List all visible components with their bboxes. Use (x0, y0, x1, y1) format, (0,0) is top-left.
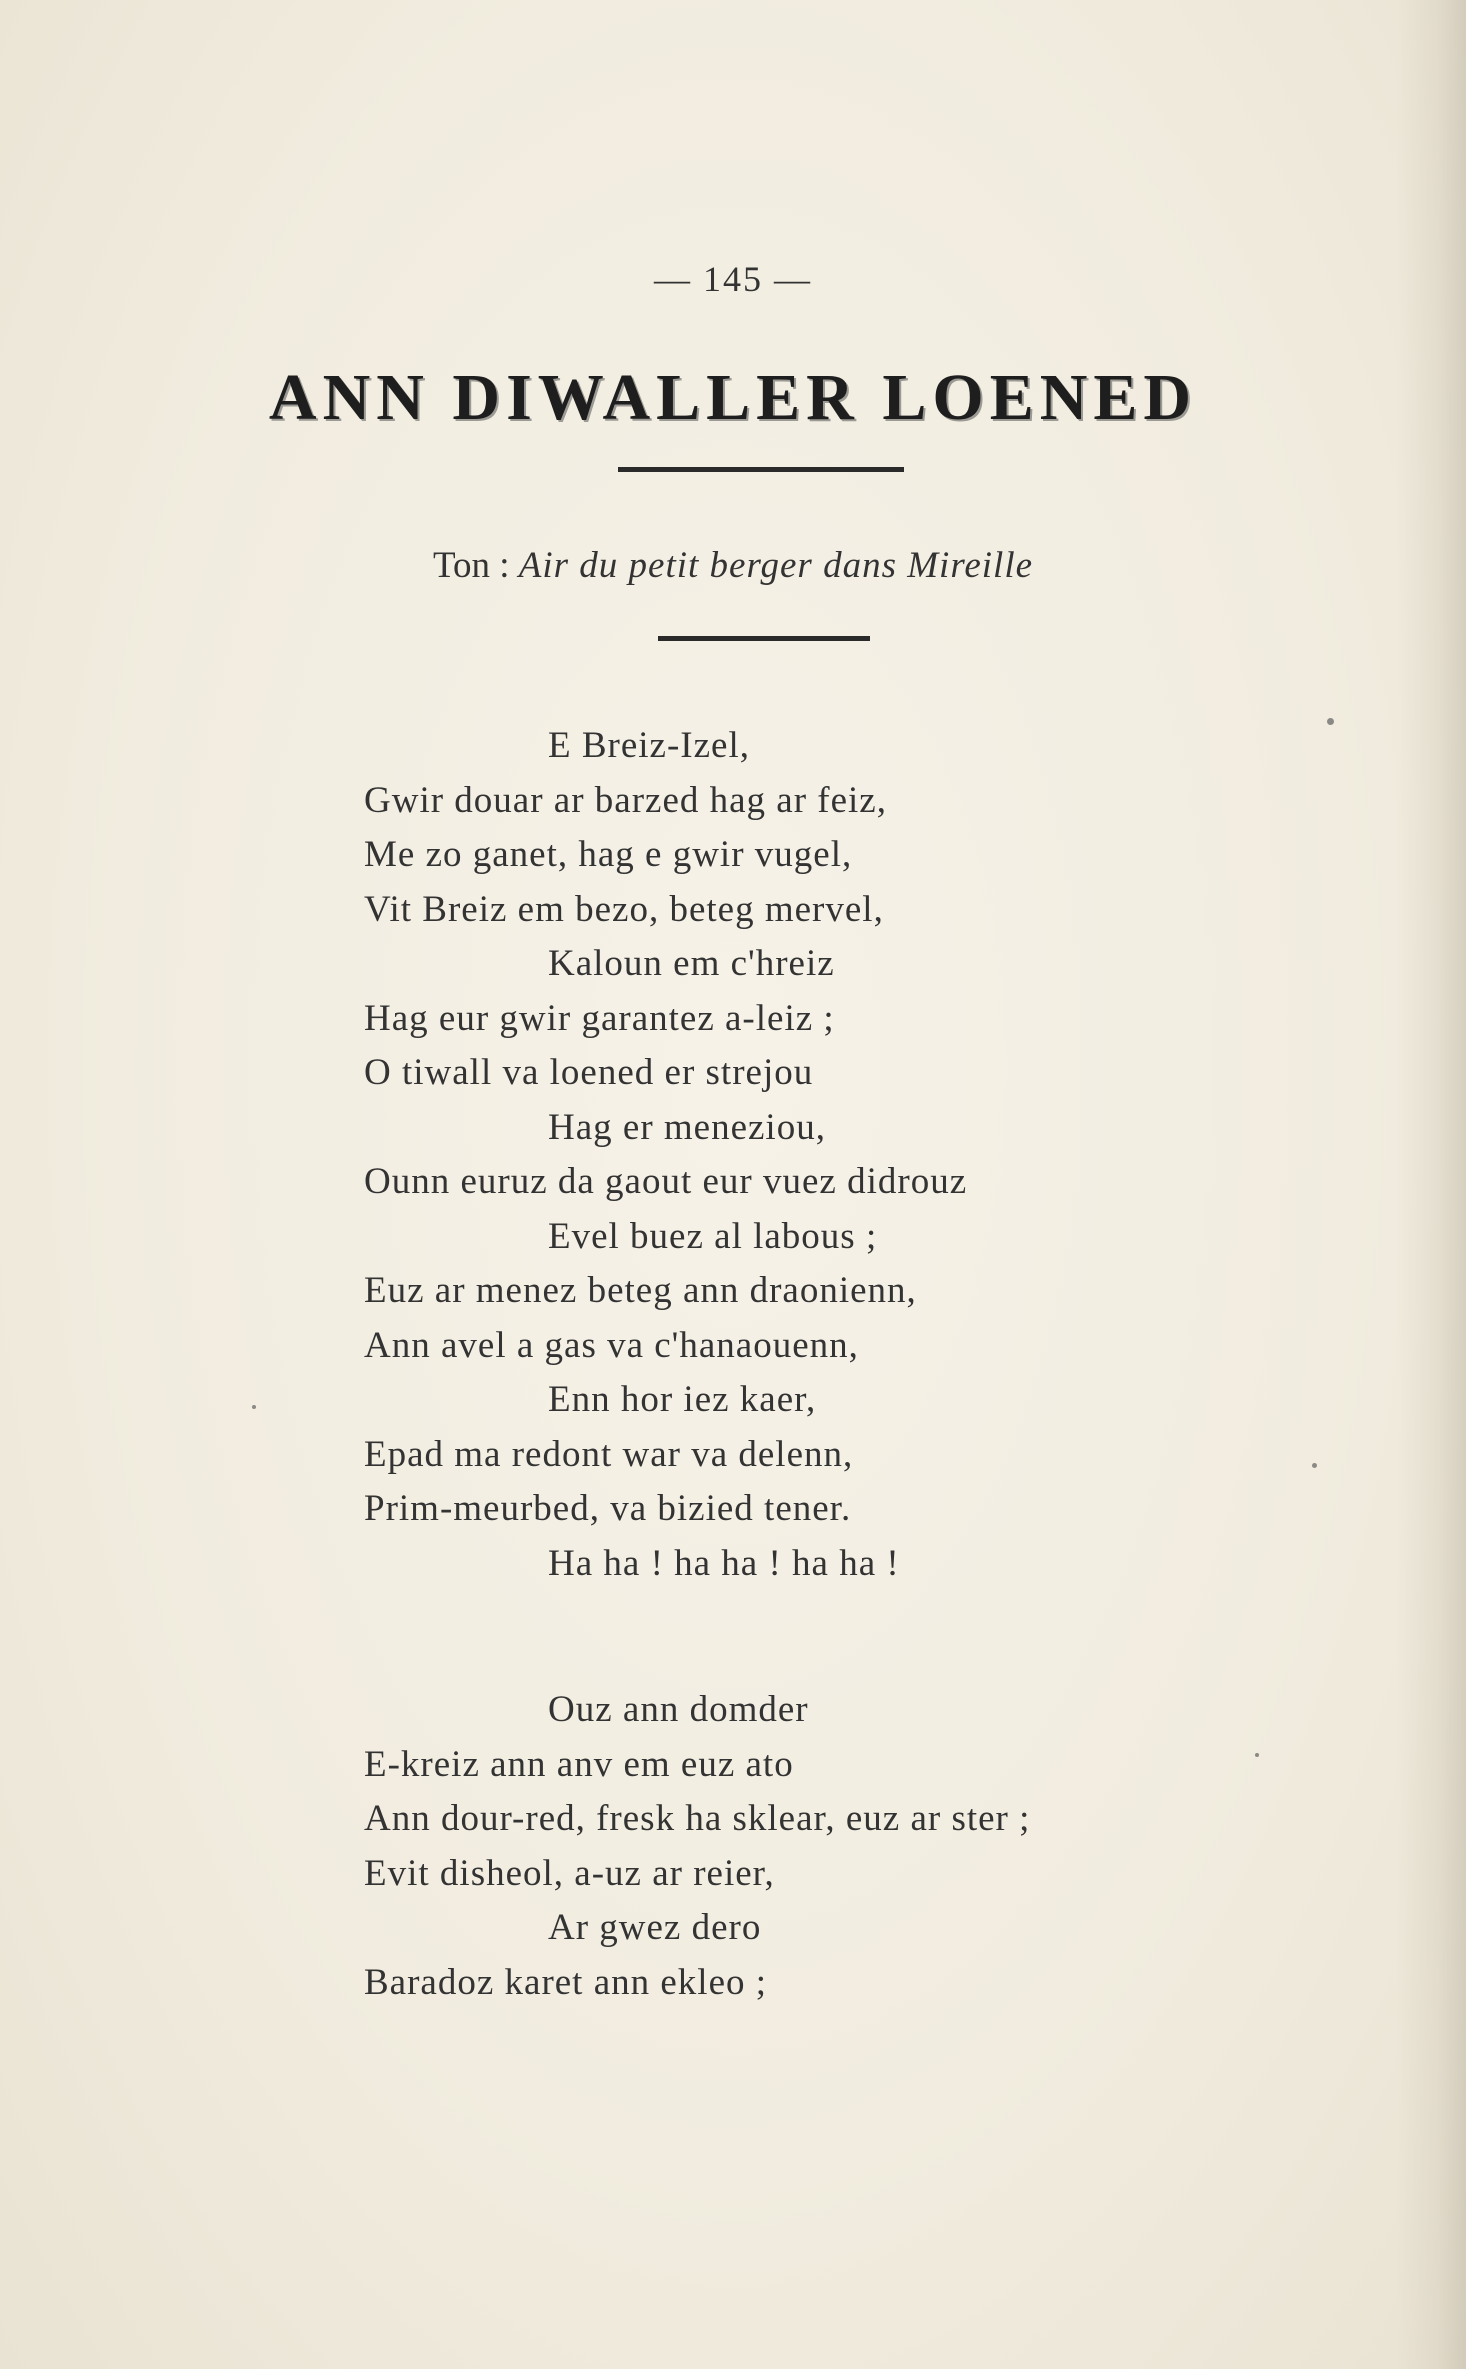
title-rule (618, 467, 904, 472)
verse-line: Epad ma redont war va delenn, (364, 1433, 854, 1475)
verse-line: Gwir douar ar barzed hag ar feiz, (364, 779, 887, 821)
verse-line: Ann dour-red, fresk ha sklear, euz ar ster ; (364, 1798, 1031, 1839)
verse-line: Ha ha ! ha ha ! ha ha ! (548, 1542, 900, 1584)
paper-speck (1255, 1753, 1259, 1757)
tune-line (0, 544, 1466, 587)
tune-name: Air du petit berger dans Mireille (518, 545, 1034, 586)
verse-line: Ounn euruz da gaout eur vuez didrouz (364, 1161, 968, 1202)
verse-line: Vit Breiz em bezo, beteg mervel, (364, 888, 884, 930)
tune-rule (658, 636, 870, 641)
page-number: — 145 — (654, 259, 812, 299)
paper-speck (1327, 718, 1334, 725)
verse-line: Enn hor iez kaer, (548, 1379, 817, 1420)
verse-line: Evit disheol, a-uz ar reier, (364, 1852, 775, 1894)
verse-line: Euz ar menez beteg ann draonienn, (364, 1270, 917, 1311)
verse-line: O tiwall va loened er strejou (364, 1052, 814, 1093)
verse-line: E-kreiz ann anv em euz ato (364, 1743, 794, 1785)
paper-speck (1312, 1463, 1317, 1468)
verse-line: Ann avel a gas va c'hanaouenn, (364, 1324, 859, 1366)
verse-line: Evel buez al labous ; (548, 1215, 878, 1257)
verse-line: Kaloun em c'hreiz (548, 943, 835, 984)
tune-label: Ton : (432, 545, 510, 586)
verse-line: Ar gwez dero (548, 1907, 762, 1948)
page-title: ANN DIWALLER LOENED (268, 361, 1198, 434)
verse-line: E Breiz-Izel, (548, 725, 750, 766)
verse-line: Hag eur gwir garantez a-leiz ; (364, 997, 835, 1039)
paper-speck (252, 1405, 256, 1409)
verse-line: Prim-meurbed, va bizied tener. (364, 1488, 852, 1529)
page-gutter-shadow (1396, 0, 1466, 2369)
verse-line: Me zo ganet, hag e gwir vugel, (364, 834, 853, 875)
verse-line: Baradoz karet ann ekleo ; (364, 1961, 768, 2003)
verse-line: Hag er meneziou, (548, 1106, 826, 1148)
verse-line: Ouz ann domder (548, 1689, 809, 1730)
